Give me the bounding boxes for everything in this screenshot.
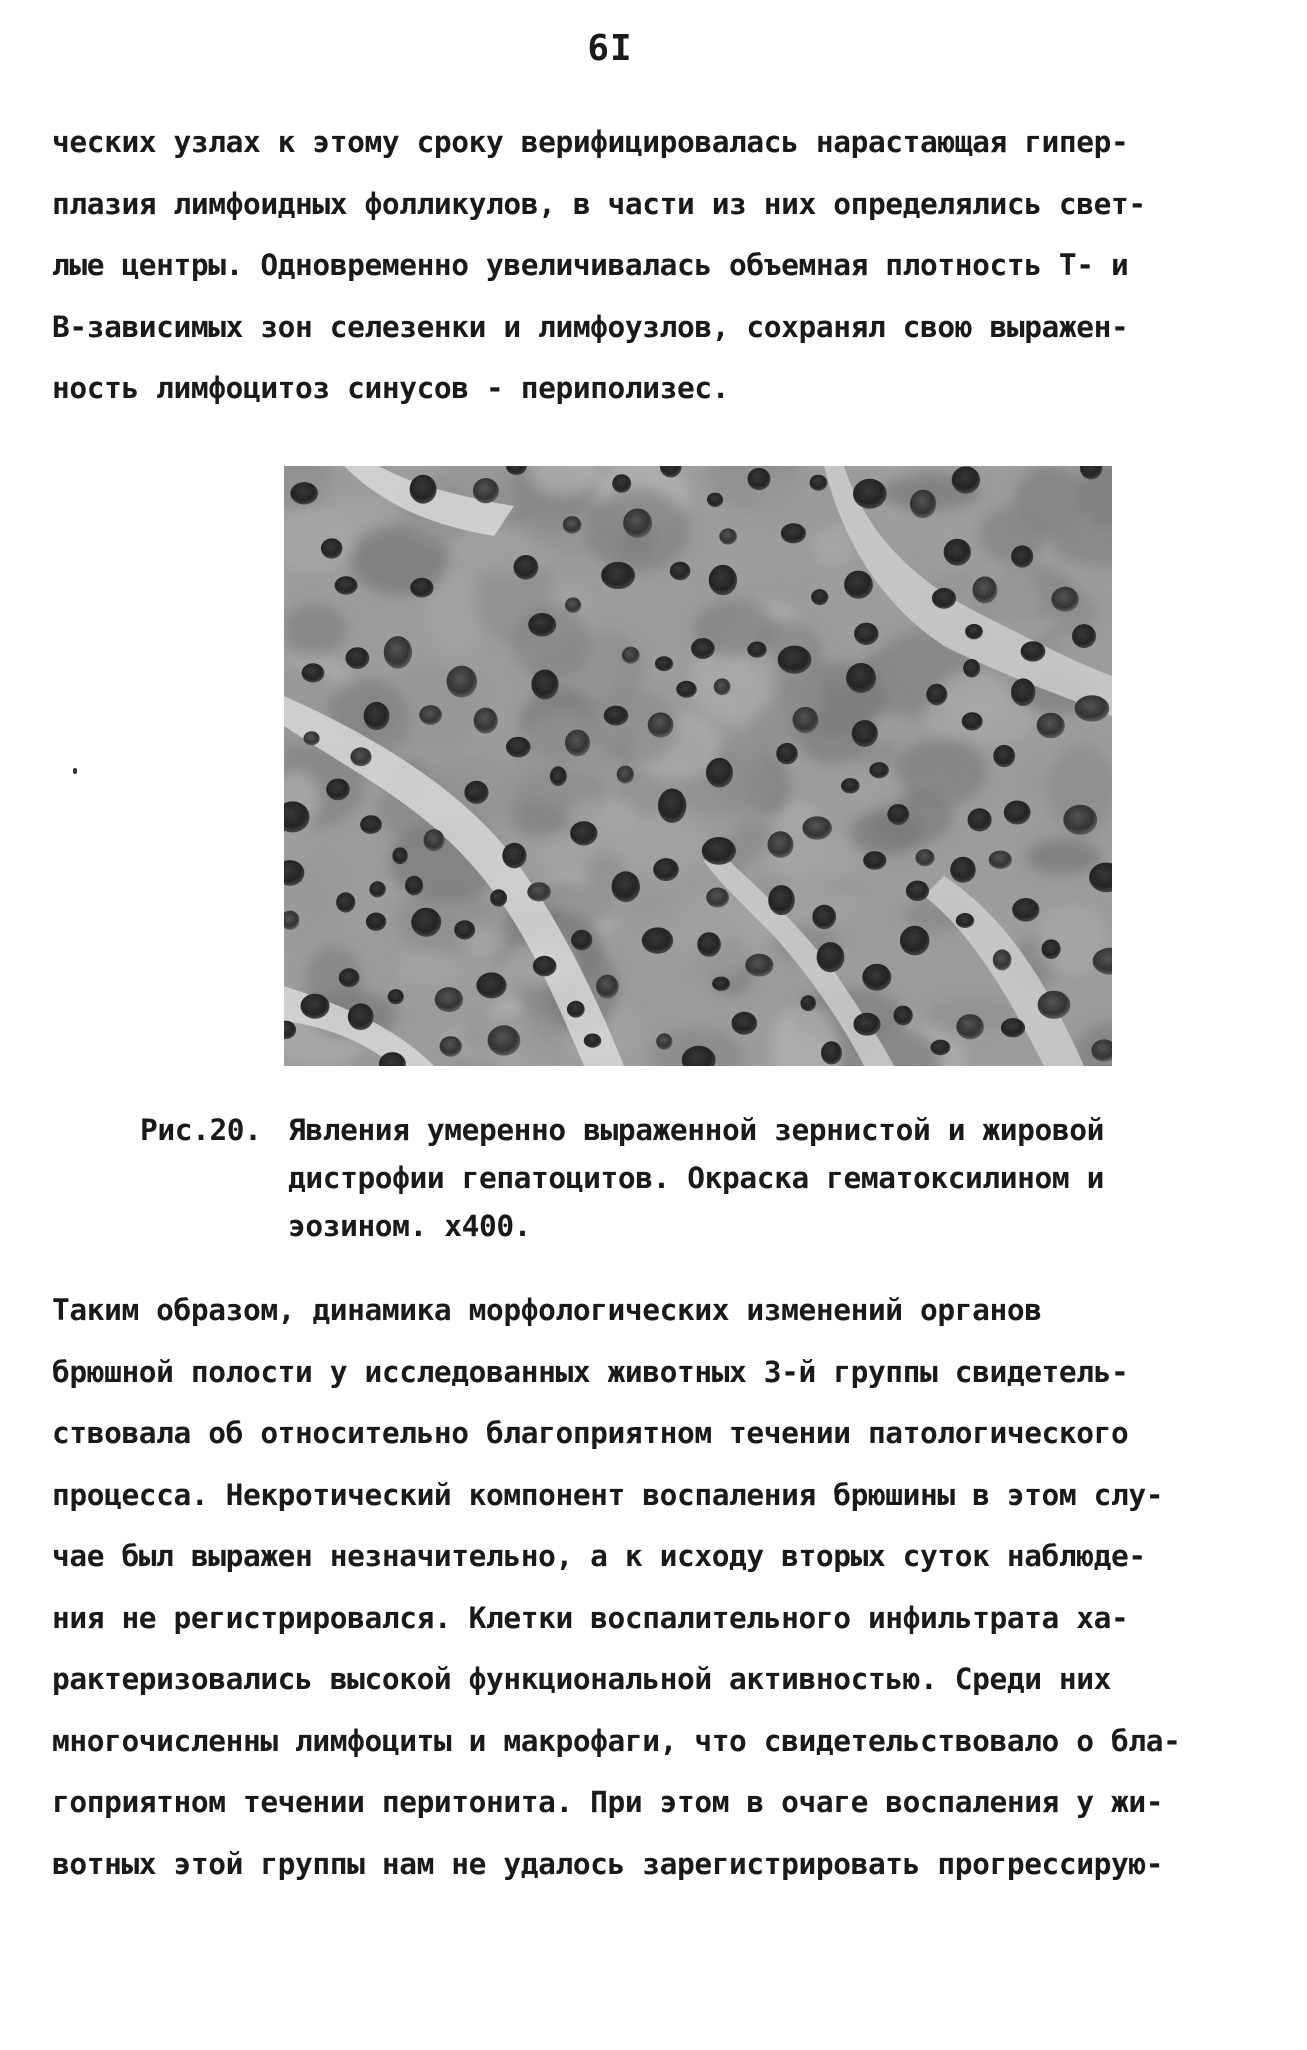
text-line: плазия лимфоидных фолликулов, в части из них определялись свет- — [52, 186, 1146, 221]
text-line: процесса. Некротический компонент воспаления брюшины в этом слу- — [52, 1477, 1164, 1512]
page-number: 6I — [587, 28, 633, 69]
caption-line: Явления умеренно выраженной зернистой и жировой — [288, 1113, 1104, 1147]
text-line: лые центры. Одновременно увеличивалась объемная плотность Т- и — [52, 248, 1129, 282]
top-paragraph — [52, 112, 1252, 420]
caption-line: эозином. х400. — [288, 1209, 532, 1243]
text-line: ствовала об относительно благоприятном течении патологического — [52, 1416, 1129, 1450]
text-line: ческих узлах к этому сроку верифицировалась нарастающая гипер- — [52, 125, 1129, 159]
text-line: В-зависимых зон селезенки и лимфоузлов, сохранял свою выражен- — [52, 309, 1129, 344]
scan-speck — [73, 768, 77, 774]
bottom-paragraph — [52, 1280, 1252, 1895]
caption-label: Рис.20. — [140, 1113, 262, 1147]
text-line: брюшной полости у исследованных животных 3-й группы свидетель- — [52, 1354, 1129, 1389]
text-line: Таким образом, динамика морфологических изменений органов — [52, 1293, 1042, 1327]
text-line: чае был выражен незначительно, а к исходу вторых суток наблюде- — [52, 1539, 1146, 1573]
text-line: рактеризовались высокой функциональной активностью. Среди них — [52, 1662, 1111, 1696]
caption-line: дистрофии гепатоцитов. Окраска гематоксилином и — [288, 1161, 1104, 1195]
text-line: вотных этой группы нам не удалось зарегистрировать прогрессирую- — [52, 1846, 1164, 1881]
caption-text — [288, 1106, 1104, 1250]
text-line: ность лимфоцитоз синусов - периполизес. — [52, 371, 730, 405]
text-line: ния не регистрировался. Клетки воспалительного инфильтрата ха- — [52, 1600, 1129, 1635]
micrograph-image — [284, 466, 1112, 1066]
text-line: многочисленны лимфоциты и макрофаги, что свидетельствовало о бла- — [52, 1723, 1181, 1758]
micrograph-figure — [284, 466, 1112, 1066]
text-line: гоприятном течении перитонита. При этом в очаге воспаления у жи- — [52, 1785, 1164, 1819]
